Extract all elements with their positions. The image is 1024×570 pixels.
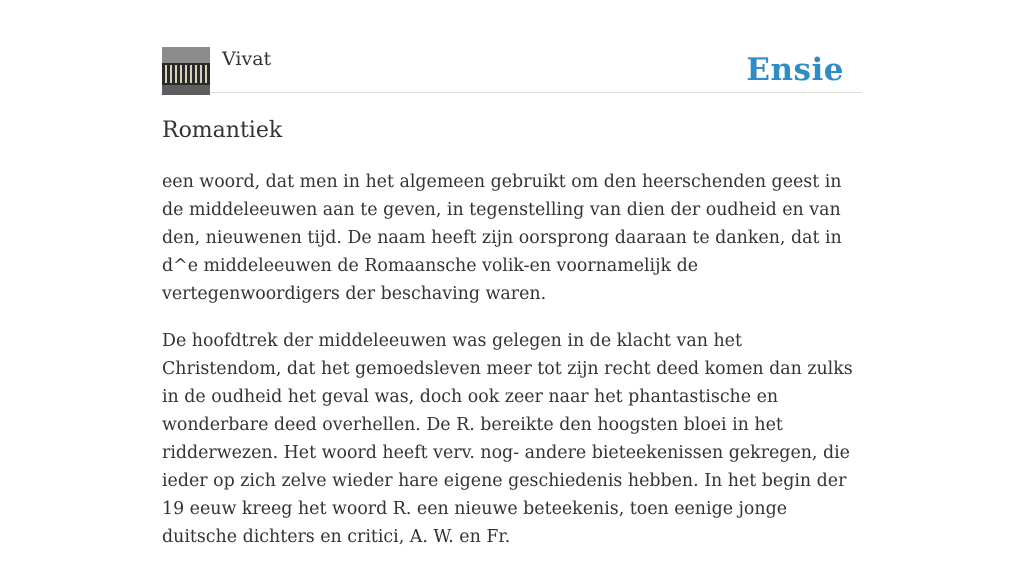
header [162,47,862,93]
avatar-image [162,47,210,95]
entry-paragraph: een woord, dat men in het algemeen gebruikt om den heerschenden geest in de middeleeuwen aan te geven, in tegenstelling van dien der oudheid en van den, nieuwenen tijd. De naam heeft zijn oorsprong daaraan te danken, dat in d^e middeleeuwen de Romaansche volik-en voornamelijk de vertegenwoordigers der beschaving waren. [162,172,842,304]
entry-title: Romantiek [162,118,283,143]
entry-body [162,168,862,570]
author-avatar[interactable] [162,47,210,95]
entry-paragraph: De hoofdtrek der middeleeuwen was gelegen in de klacht van het Christendom, dat het gemoedsleven meer tot zijn recht deed komen dan zulks in de oudheid het geval was, doch ook zeer naar het phantastische en wonderbare deed overhellen. De R. bereikte den hoogsten bloei in het ridderwezen. Het woord heeft verv. nog- andere bieteekenissen gekregen, die ieder op zich zelve wieder hare eigene geschiedenis hebben. In het begin der 19 eeuw kreeg het woord R. een nieuwe beteekenis, toen eenige jonge duitsche dichters en critici, A. W. en Fr. [162,331,853,547]
author-name[interactable]: Vivat [222,48,272,70]
brand-logo[interactable]: Ensie [746,52,844,88]
